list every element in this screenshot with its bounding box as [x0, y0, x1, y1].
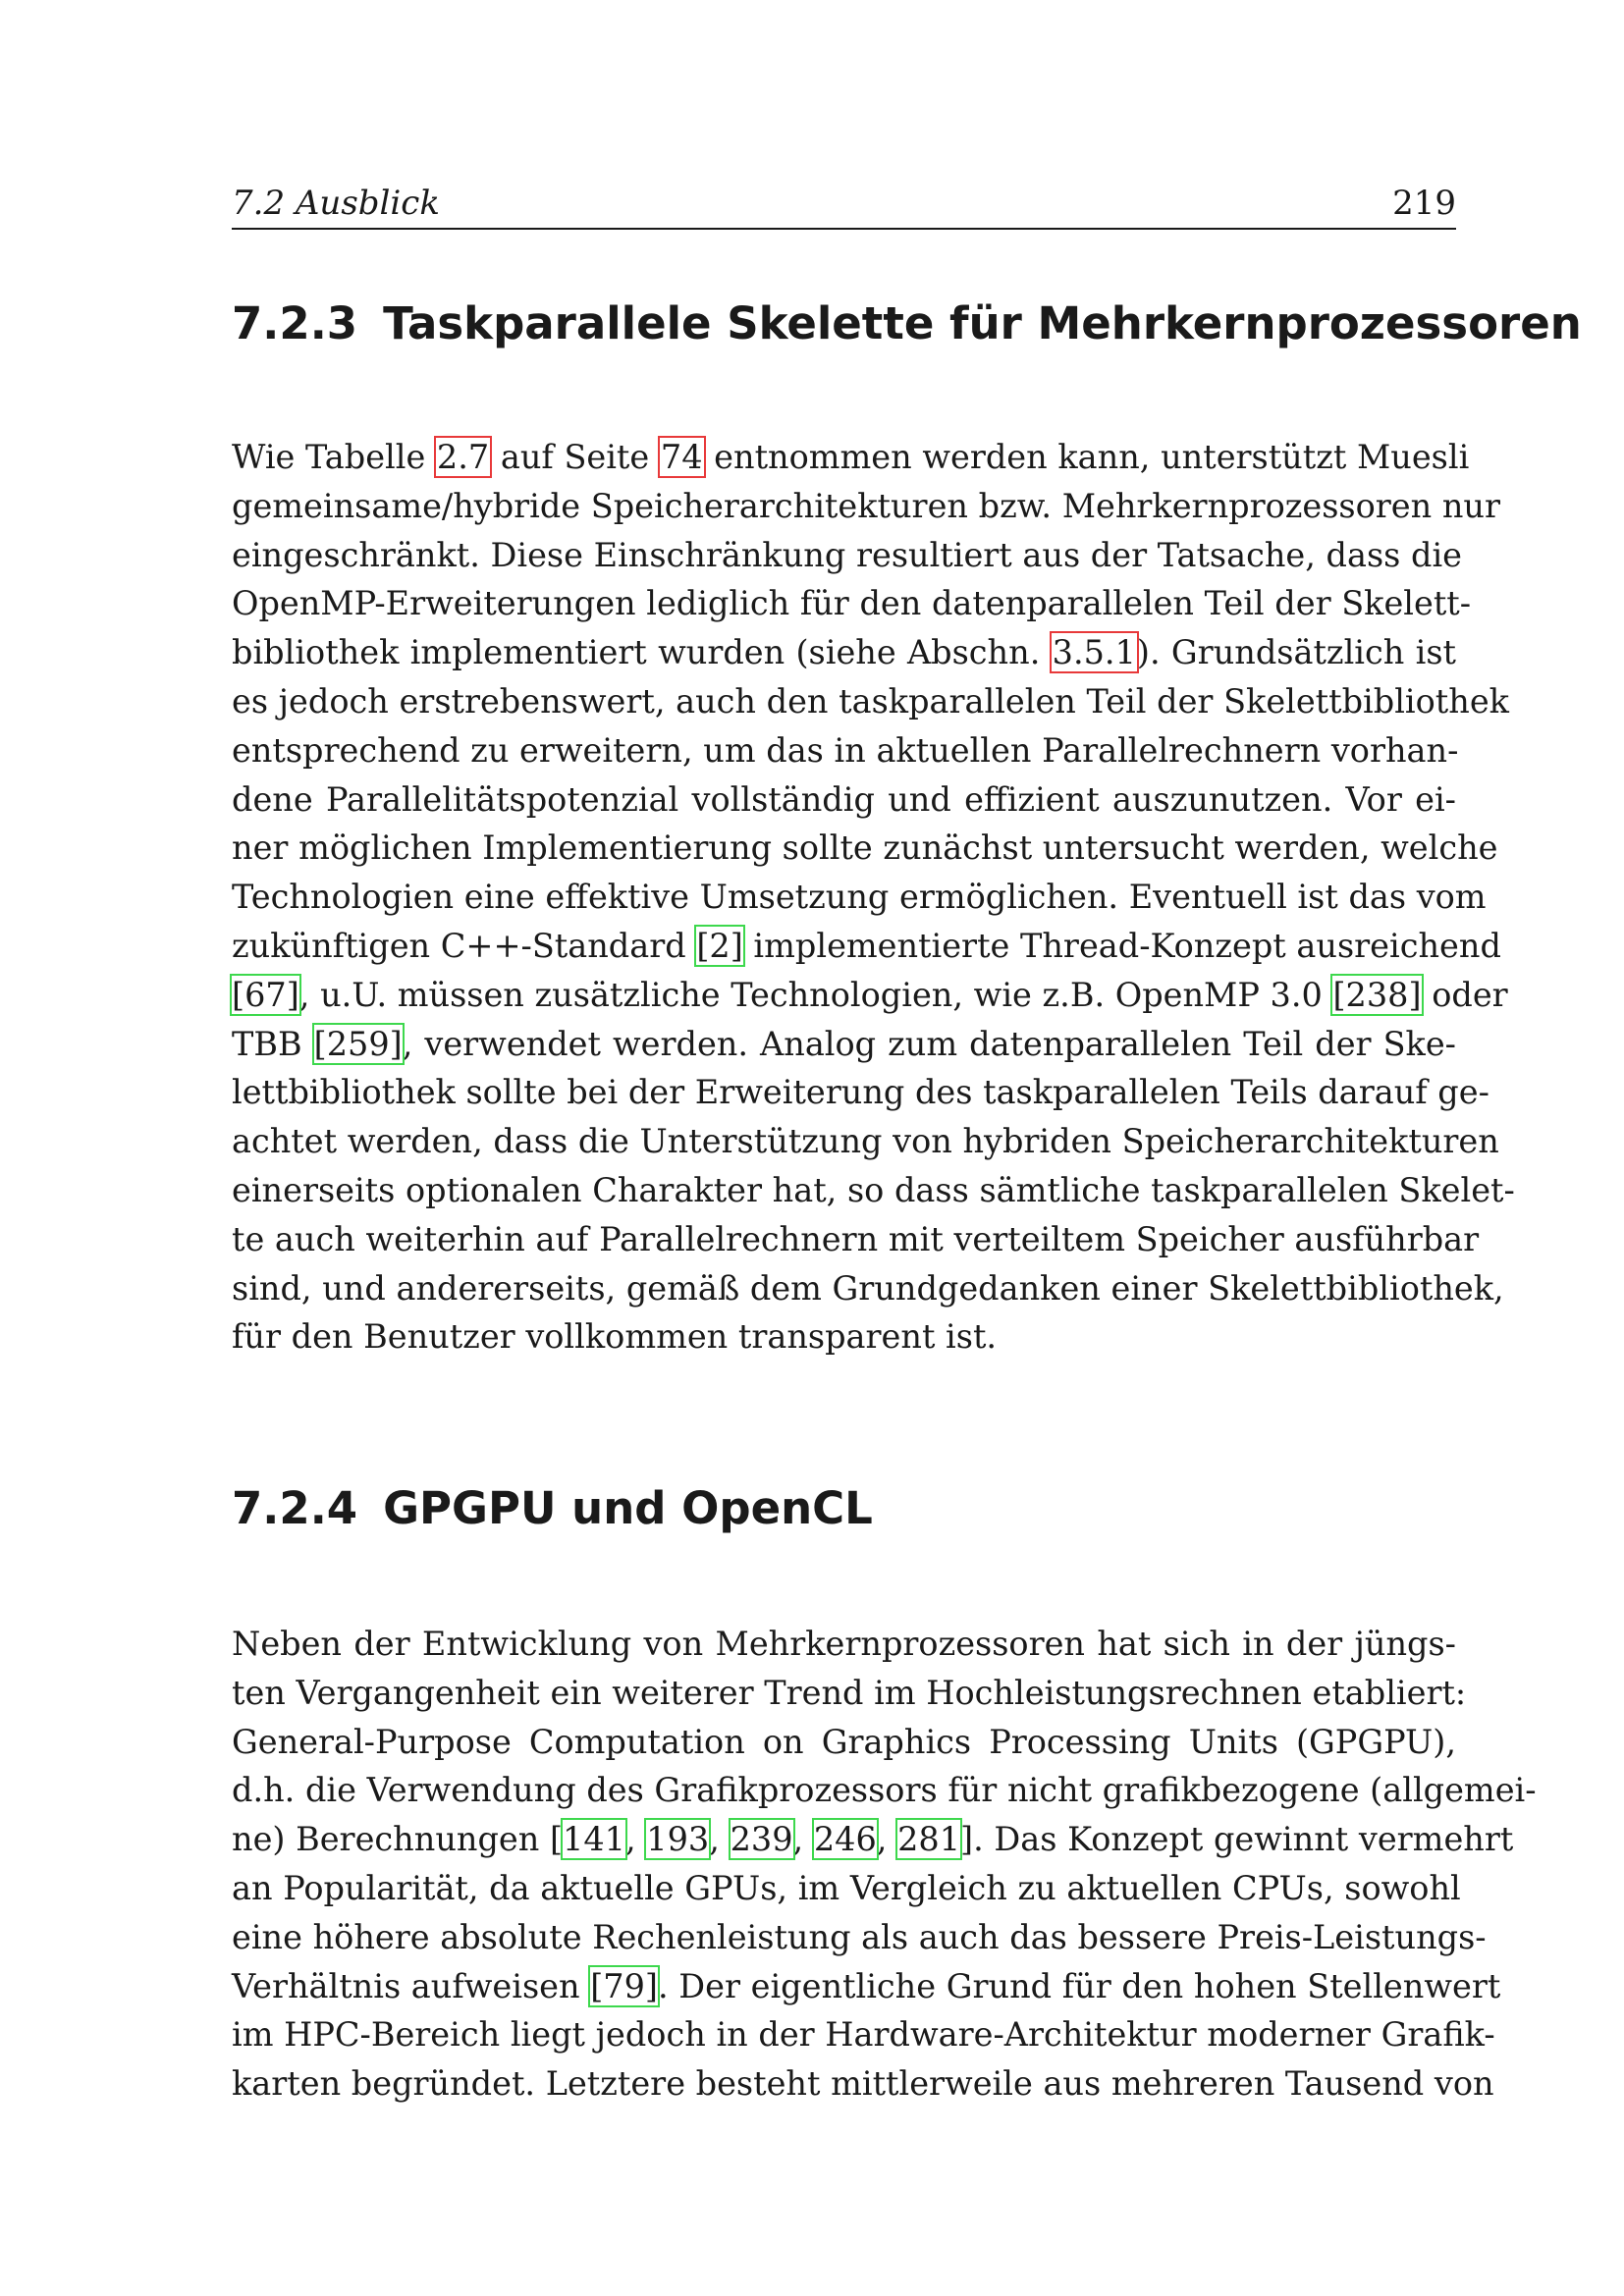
text-run: entsprechend zu erweitern, um das in aktuellen Parallelrechnern vorhan- — [232, 730, 1459, 770]
text-run: achtet werden, dass die Unterstützung von hybriden Speicherarchitekturen — [232, 1122, 1499, 1161]
text-line — [232, 775, 1456, 825]
text-run: ner möglichen Implementierung sollte zunächst untersucht werden, welche — [232, 828, 1498, 868]
text-line — [232, 1068, 1489, 1117]
text-run: bibliothek implementiert wurden (siehe Abschn. — [232, 633, 1052, 672]
text-run: ). Grundsätzlich ist — [1136, 633, 1456, 672]
text-run: eingeschränkt. Diese Einschränkung resultiert aus der Tatsache, dass die — [232, 535, 1462, 574]
running-header — [232, 177, 1456, 230]
citation-link[interactable]: [2] — [696, 926, 743, 965]
text-line — [232, 1815, 1514, 1864]
text-run: Wie Tabelle — [232, 438, 436, 476]
text-run: . Der eigentliche Grund für den hohen Stellenwert — [658, 1966, 1501, 2005]
text-run: an Popularität, da aktuelle GPUs, im Vergleich zu aktuellen CPUs, sowohl — [232, 1868, 1461, 1907]
paragraph-7-2-4 — [232, 1620, 1537, 2109]
text-line — [232, 1962, 1501, 2011]
text-run: eine höhere absolute Rechenleistung als auch das bessere Preis-Leistungs- — [232, 1917, 1487, 1956]
section-number: 7.2.4 — [232, 1482, 358, 1534]
text-run: auf Seite — [490, 438, 660, 476]
text-run: Neben der Entwicklung von Mehrkernprozessoren hat sich in der jüngs- — [232, 1625, 1456, 1663]
text-run: , verwendet werden. Analog zum datenparallelen Teil der Ske- — [402, 1024, 1457, 1063]
cross-reference-link[interactable]: 74 — [660, 438, 703, 476]
text-run: , — [624, 1820, 647, 1859]
citation-link[interactable]: 193 — [646, 1820, 710, 1859]
cross-reference-link[interactable]: 2.7 — [436, 438, 490, 476]
text-line — [232, 1620, 1456, 1669]
text-line — [232, 1264, 1504, 1313]
text-run: ]. Das Konzept gewinnt vermehrt — [960, 1820, 1514, 1859]
paragraph-7-2-3 — [232, 433, 1515, 1362]
section-number: 7.2.3 — [232, 297, 358, 349]
text-run: te auch weiterhin auf Parallelrechnern mit verteiltem Speicher ausführbar — [232, 1219, 1480, 1258]
text-run: , — [709, 1820, 731, 1859]
text-run: , — [792, 1820, 814, 1859]
text-run: einerseits optionalen Charakter hat, so dass sämtliche taskparallelen Skelet- — [232, 1170, 1515, 1209]
citation-link[interactable]: 246 — [813, 1820, 877, 1859]
text-run: entnommen werden kann, unterstützt Muesli — [703, 438, 1470, 476]
page-number: 219 — [1392, 184, 1456, 223]
text-run: gemeinsame/hybride Speicherarchitekturen bzw. Mehrkernprozessoren nur — [232, 486, 1501, 525]
text-run: oder — [1421, 975, 1508, 1014]
text-run: General-Purpose Computation on Graphics Processing Units (GPGPU), — [232, 1722, 1456, 1761]
text-run: es jedoch erstrebenswert, auch den taskparallelen Teil der Skelettbibliothek — [232, 681, 1509, 721]
text-line — [232, 1669, 1467, 1718]
text-line — [232, 1166, 1515, 1215]
text-run: , — [876, 1820, 898, 1859]
text-line — [232, 1718, 1456, 1767]
citation-link[interactable]: [238] — [1332, 975, 1422, 1014]
text-run: zukünftigen C++-Standard — [232, 926, 697, 965]
text-run: Verhältnis aufweisen — [232, 1966, 591, 2005]
text-line — [232, 1913, 1487, 1962]
text-line — [232, 579, 1472, 628]
text-line — [232, 971, 1508, 1020]
section-title: Taskparallele Skelette für Mehrkernprozessoren — [383, 297, 1582, 349]
text-line — [232, 1312, 1456, 1362]
text-line — [232, 2010, 1495, 2059]
section-heading-7-2-4 — [232, 1481, 873, 1536]
text-run: Technologien eine effektive Umsetzung ermöglichen. Eventuell ist das vom — [232, 878, 1487, 917]
text-line — [232, 1864, 1461, 1913]
text-run: implementierte Thread-Konzept ausreichend — [742, 926, 1501, 965]
text-line — [232, 677, 1509, 726]
citation-link[interactable]: [259] — [313, 1024, 403, 1063]
text-line — [232, 1215, 1480, 1264]
text-run: karten begründet. Letztere besteht mittlerweile aus mehreren Tausend von — [232, 2064, 1494, 2104]
citation-link[interactable]: [67] — [232, 975, 299, 1014]
text-line — [232, 482, 1501, 531]
text-line — [232, 1766, 1537, 1815]
text-run: d.h. die Verwendung des Grafikprozessors für nicht grafikbezogene (allgemei- — [232, 1771, 1537, 1810]
text-run: lettbibliothek sollte bei der Erweiterung des taskparallelen Teils darauf ge- — [232, 1073, 1489, 1112]
text-run: dene Parallelitätspotenzial vollständig und effizient auszunutzen. Vor ei- — [232, 779, 1456, 819]
citation-link[interactable]: 281 — [897, 1820, 961, 1859]
text-line — [232, 628, 1456, 677]
text-run: OpenMP-Erweiterungen lediglich für den datenparallelen Teil der Skelett- — [232, 584, 1472, 623]
cross-reference-link[interactable]: 3.5.1 — [1052, 633, 1136, 672]
citation-link[interactable]: 141 — [563, 1820, 625, 1859]
text-run: im HPC-Bereich liegt jedoch in der Hardware-Architektur moderner Grafik- — [232, 2015, 1495, 2055]
text-run: TBB — [232, 1024, 314, 1063]
text-run: sind, und andererseits, gemäß dem Grundgedanken einer Skelettbibliothek, — [232, 1268, 1504, 1308]
text-run: ten Vergangenheit ein weiterer Trend im Hochleistungsrechnen etabliert: — [232, 1673, 1467, 1712]
citation-link[interactable]: [79] — [590, 1966, 658, 2005]
section-title: GPGPU und OpenCL — [383, 1482, 873, 1534]
header-section-title: 7.2 Ausblick — [232, 184, 440, 223]
text-run: für den Benutzer vollkommen transparent ist. — [232, 1317, 998, 1357]
section-heading-7-2-3 — [232, 296, 1582, 351]
text-line — [232, 1020, 1456, 1069]
text-line — [232, 531, 1462, 580]
text-line — [232, 922, 1501, 971]
citation-link[interactable]: 239 — [730, 1820, 793, 1859]
document-page — [232, 0, 1582, 2296]
text-line — [232, 2059, 1494, 2109]
text-run: ne) Berechnungen [ — [232, 1820, 564, 1859]
text-line — [232, 726, 1459, 775]
text-line — [232, 873, 1487, 922]
text-line — [232, 824, 1498, 873]
text-line — [232, 433, 1470, 482]
text-run: , u.U. müssen zusätzliche Technologien, wie z.B. OpenMP 3.0 — [298, 975, 1333, 1014]
text-line — [232, 1117, 1499, 1166]
